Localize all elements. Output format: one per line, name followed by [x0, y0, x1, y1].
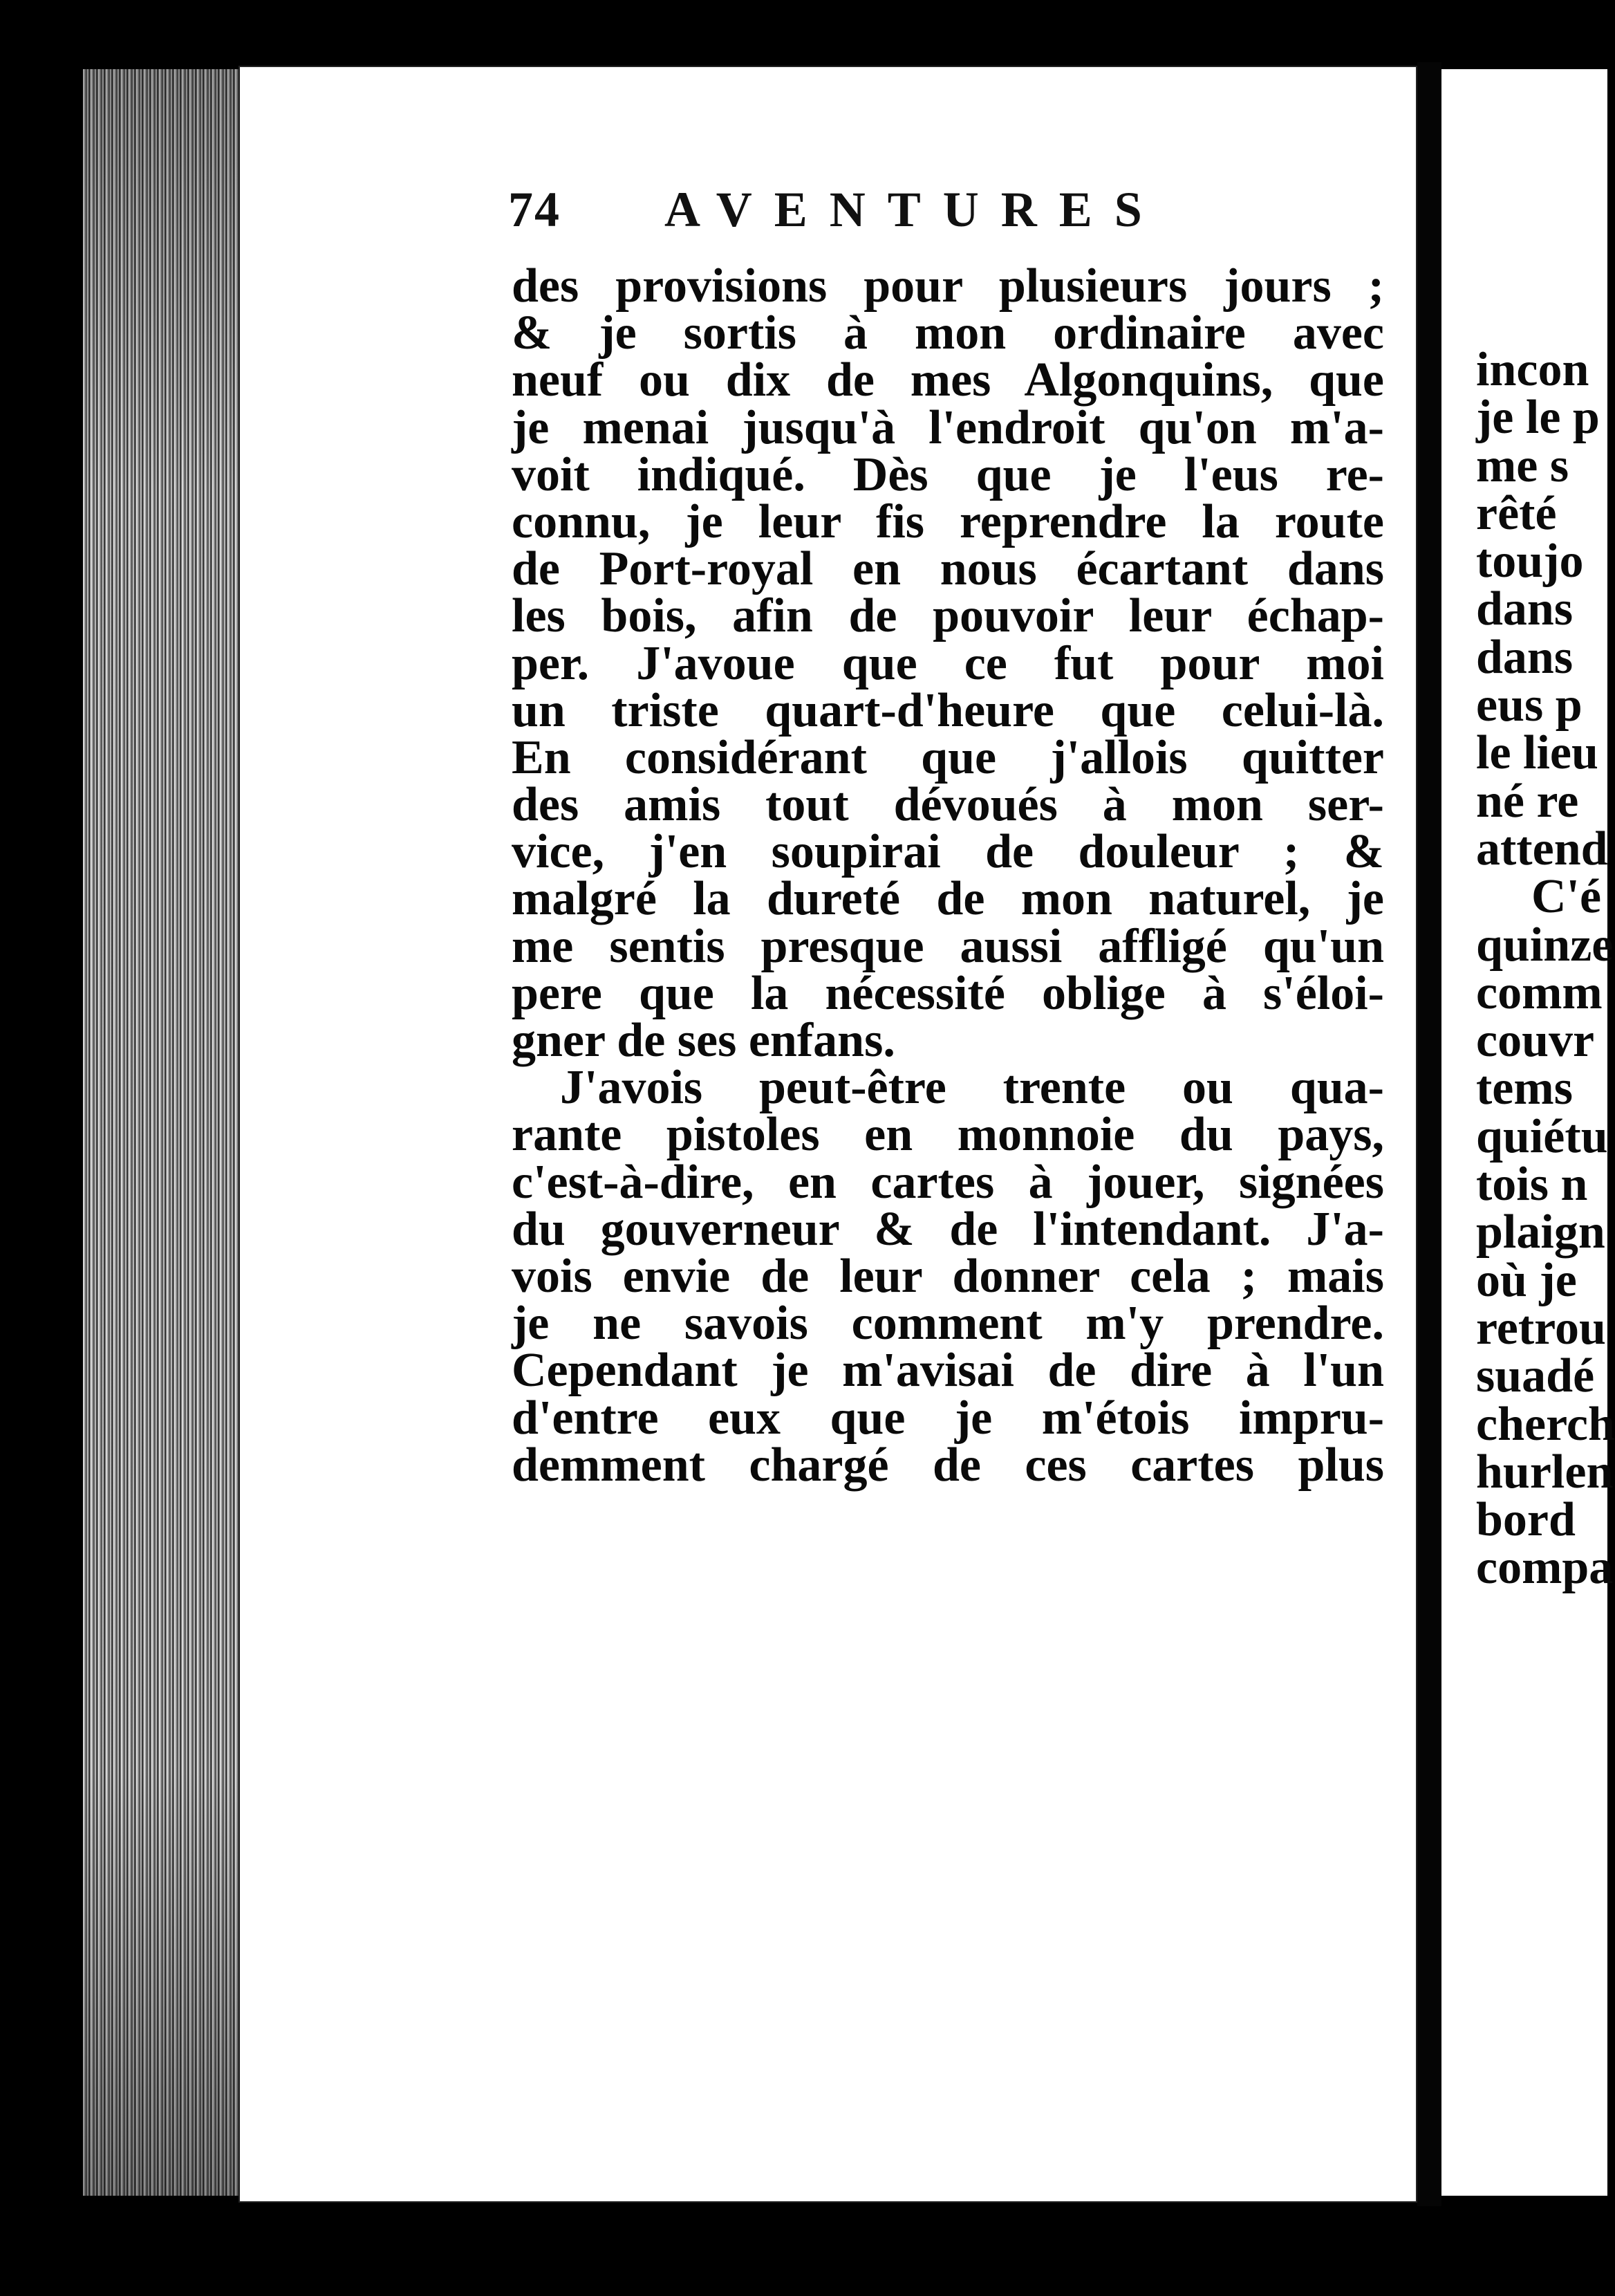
text-line: dans [1476, 630, 1574, 684]
text-line: rante pistoles en monnoie du pays, [512, 1108, 1384, 1162]
text-line: me s [1476, 438, 1569, 492]
text-line: me sentis presque aussi affligé qu'un [512, 919, 1384, 973]
text-line: du gouverneur & de l'intendant. J'a- [512, 1202, 1384, 1256]
text-line: je ne savois comment m'y prendre. [512, 1297, 1384, 1351]
text-line: demment chargé de ces cartes plus [512, 1438, 1384, 1492]
text-line: des provisions pour plusieurs jours ; [512, 259, 1384, 313]
body-text [512, 259, 1384, 1492]
text-line: toujo [1476, 535, 1584, 589]
text-line: neuf ou dix de mes Algonquins, que [512, 353, 1384, 407]
text-line: le lieu [1476, 726, 1598, 780]
text-line: de Port-royal en nous écartant dans [512, 542, 1384, 596]
right-page [1441, 69, 1615, 2196]
text-line: Cependant je m'avisai de dire à l'un [512, 1344, 1384, 1398]
book-spine-edge [83, 69, 241, 2196]
text-line: cherch [1476, 1397, 1615, 1451]
text-line: J'avois peut-être trente ou qua- [560, 1061, 1384, 1115]
text-line: bord [1476, 1493, 1576, 1547]
text-line: tois n [1476, 1158, 1588, 1212]
text-line: vice, j'en soupirai de douleur ; & [512, 825, 1384, 879]
text-line: dans [1476, 582, 1574, 636]
text-line: pere que la nécessité oblige à s'éloi- [512, 966, 1384, 1020]
page-number: 74 [508, 182, 561, 237]
text-line: gner de ses enfans. [512, 1014, 895, 1067]
text-line: eus p [1476, 678, 1583, 732]
text-line: voit indiqué. Dès que je l'eus re- [512, 447, 1384, 501]
text-line: des amis tout dévoués à mon ser- [512, 778, 1384, 832]
text-line: où je [1476, 1253, 1577, 1307]
text-line: je menai jusqu'à l'endroit qu'on m'a- [512, 400, 1384, 454]
text-line: hurlen [1476, 1445, 1614, 1499]
page-gutter [1417, 62, 1441, 2206]
text-line: per. J'avoue que ce fut pour moi [512, 636, 1384, 690]
text-line: compa [1476, 1541, 1614, 1595]
text-line: En considérant que j'allois quitter [512, 730, 1384, 784]
text-line: je le p [1476, 391, 1600, 445]
text-line: vois envie de leur donner cela ; mais [512, 1249, 1384, 1303]
text-line: un triste quart-d'heure que celui-là. [512, 683, 1384, 737]
text-line: connu, je leur fis reprendre la route [512, 494, 1384, 548]
text-line: né re [1476, 774, 1579, 828]
running-title: AVENTURES [664, 182, 1164, 237]
text-line: attend [1476, 822, 1608, 876]
text-line: retrou [1476, 1301, 1606, 1355]
text-line: plaign [1476, 1205, 1605, 1259]
text-line: incon [1476, 343, 1589, 396]
text-line: rêté [1476, 486, 1557, 540]
text-line: les bois, afin de pouvoir leur échap- [512, 589, 1384, 643]
text-line: d'entre eux que je m'étois impru- [512, 1391, 1384, 1445]
text-line: quinze [1476, 918, 1614, 972]
text-line: c'est-à-dire, en cartes à jouer, signées [512, 1155, 1384, 1209]
text-line: & je sortis à mon ordinaire avec [512, 306, 1384, 360]
text-line: comm [1476, 965, 1603, 1019]
text-line: quiétu [1476, 1109, 1608, 1163]
text-line: couvr [1476, 1014, 1595, 1068]
text-line: suadé [1476, 1349, 1595, 1403]
text-line: tems [1476, 1062, 1573, 1115]
text-line: C'é [1531, 870, 1602, 924]
right-page-text [1476, 343, 1615, 1595]
text-line: malgré la dureté de mon naturel, je [512, 872, 1384, 926]
running-head [508, 181, 1164, 243]
